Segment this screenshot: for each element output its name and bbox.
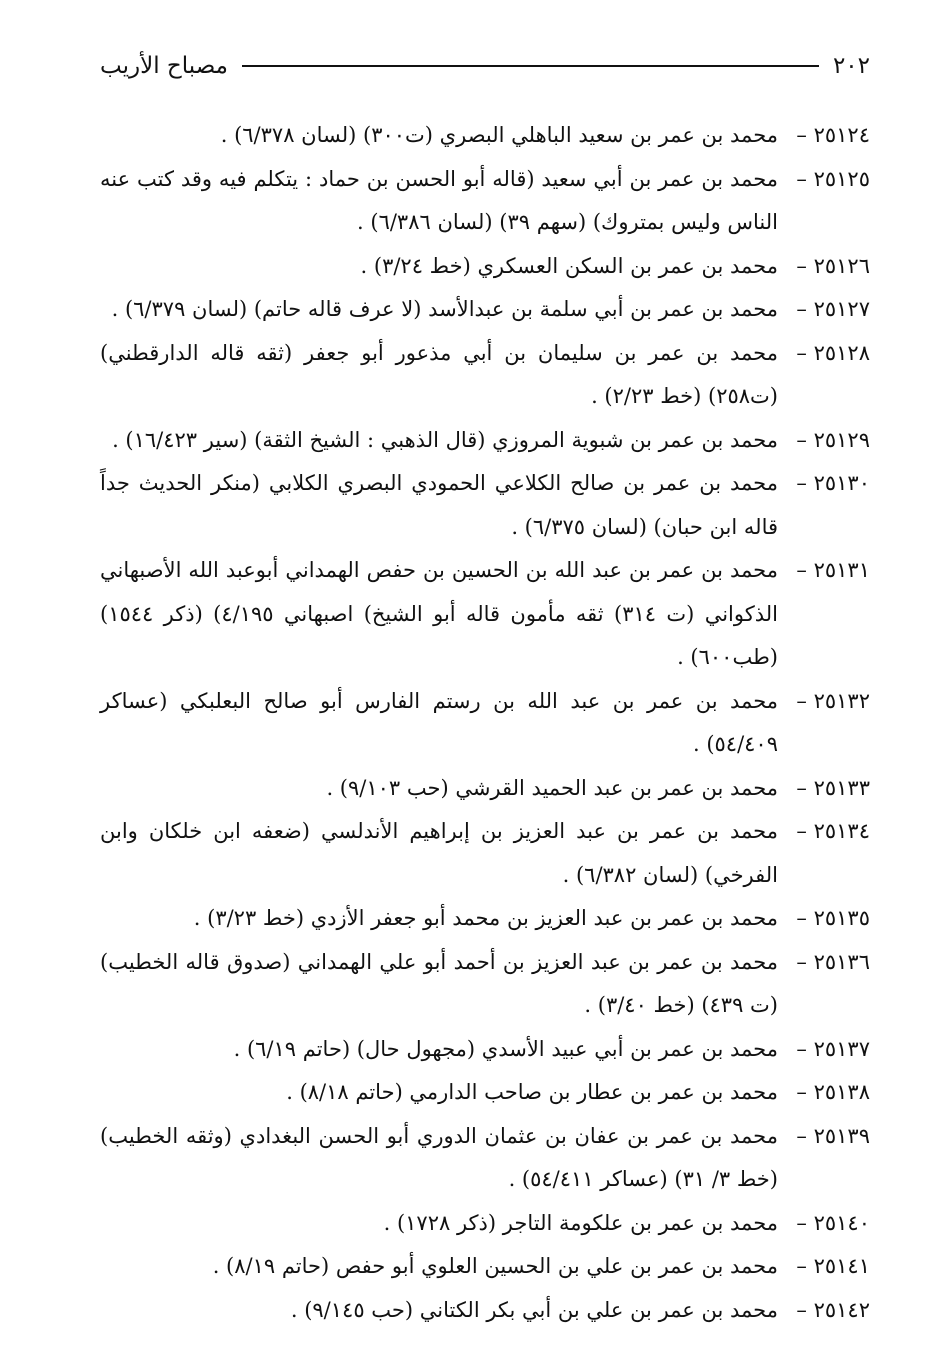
entry-number: ٢٥١٣٧ – — [796, 1036, 870, 1061]
entry-item — [100, 158, 870, 245]
entry-text: محمد بن عمر بن عبد الله بن رستم الفارس أبو صالح البعلبكي (عساكر ٥٤/٤٠٩) . — [100, 688, 778, 756]
entry-item — [100, 680, 870, 767]
entry-number: ٢٥١٣٤ – — [796, 819, 870, 843]
entry-number: ٢٥١٤٢ – — [796, 1297, 870, 1322]
entry-item — [100, 288, 870, 332]
entry-number: ٢٥١٣٠ – — [796, 471, 870, 495]
entry-number: ٢٥١٢٧ – — [796, 297, 870, 321]
entry-number: ٢٥١٣٩ – — [796, 1123, 870, 1148]
entry-item — [100, 1202, 870, 1246]
entry-text: محمد بن عمر بن عبد الحميد القرشي (حب ٩/١٠٣) . — [326, 775, 778, 800]
entry-number: ٢٥١٤٠ – — [796, 1210, 870, 1235]
entry-number: ٢٥١٢٩ – — [796, 427, 870, 452]
entry-item — [100, 462, 870, 549]
entry-text: محمد بن عمر بن علكومة التاجر (ذكر ١٧٢٨) . — [383, 1210, 778, 1235]
entry-item — [100, 1115, 870, 1202]
entry-item — [100, 549, 870, 680]
entry-number: ٢٥١٢٦ – — [796, 253, 870, 278]
entry-text: محمد بن عمر بن أبي سلمة بن عبدالأسد (لا عرف قاله حاتم) (لسان ٦/٣٧٩) . — [111, 297, 778, 321]
entry-text: محمد بن عمر بن عفان بن عثمان الدوري أبو الحسن البغدادي (وثقه الخطيب) (خط ٣/ ٣١) (عساكر ٥٤/٤١١) . — [100, 1123, 778, 1191]
entry-text: محمد بن عمر بن سليمان بن أبي مذعور أبو جعفر (ثقه قاله الدارقطني) (ت٢٥٨) (خط ٢/٢٣) . — [100, 340, 778, 408]
header-rule — [242, 65, 819, 67]
entry-number: ٢٥١٣٨ – — [796, 1080, 870, 1104]
entry-text: محمد بن عمر بن السكن العسكري (خط ٣/٢٤) . — [360, 253, 778, 278]
entry-number: ٢٥١٢٥ – — [796, 166, 870, 191]
entry-item — [100, 114, 870, 158]
entry-item — [100, 1245, 870, 1289]
page-number: ٢٠٢ — [832, 53, 870, 79]
entry-text: محمد بن عمر بن عبد العزيز بن أحمد أبو علي الهمداني (صدوق قاله الخطيب) (ت ٤٣٩) (خط ٣/٤٠) . — [100, 949, 778, 1017]
entry-number: ٢٥١٣١ – — [796, 558, 870, 582]
entry-item — [100, 1071, 870, 1115]
entry-number: ٢٥١٣٥ – — [796, 906, 870, 930]
entry-list — [100, 114, 870, 1332]
entry-number: ٢٥١٤١ – — [796, 1254, 870, 1278]
entry-number: ٢٥١٣٣ – — [796, 775, 870, 800]
entry-item — [100, 245, 870, 289]
entry-number: ٢٥١٢٨ – — [796, 340, 870, 365]
entry-text: محمد بن عمر بن أبي سعيد (قاله أبو الحسن بن حماد : يتكلم فيه وقد كتب عنه الناس وليس بمتروك) (سهم ٣٩) (لسان ٦/٣٨٦) . — [100, 166, 778, 234]
entry-item — [100, 419, 870, 463]
page-header — [100, 46, 870, 86]
entry-item — [100, 897, 870, 941]
entry-text: محمد بن عمر بن شبوية المروزي (قال الذهبي : الشيخ الثقة) (سير ١٦/٤٢٣) . — [112, 427, 778, 452]
entry-item — [100, 332, 870, 419]
entry-text: محمد بن عمر بن سعيد الباهلي البصري (ت٣٠٠) (لسان ٦/٣٧٨) . — [220, 123, 778, 147]
entry-text: محمد بن عمر بن عبد الله بن الحسين بن حفص الهمداني أبوعبد الله الأصبهاني الذكواني (ت ٣١٤) ثقه مأمون قاله أبو الشيخ) اصبهاني ٤/١٩٥) (ذكر ١٥٤٤) (طب٦٠٠) . — [100, 558, 778, 669]
entry-item — [100, 1289, 870, 1333]
entry-text: محمد بن عمر بن عبد العزيز بن إبراهيم الأندلسي (ضعفه ابن خلكان وابن الفرخي) (لسان ٦/٣٨٢) . — [100, 819, 778, 887]
entry-number: ٢٥١٣٦ – — [796, 949, 870, 974]
entry-item — [100, 767, 870, 811]
book-title: مصباح الأريب — [100, 53, 228, 79]
entry-text: محمد بن عمر بن أبي عبيد الأسدي (مجهول حال) (حاتم ٦/١٩) . — [233, 1036, 778, 1061]
entry-text: محمد بن عمر بن صالح الكلاعي الحمودي البصري الكلابي (منكر الحديث جداً قاله ابن حبان) (لسان ٦/٣٧٥) . — [100, 471, 778, 539]
entry-text: محمد بن عمر بن علي بن الحسين العلوي أبو حفص (حاتم ٨/١٩) . — [212, 1254, 778, 1278]
entry-item — [100, 1028, 870, 1072]
entry-number: ٢٥١٢٤ – — [796, 123, 870, 147]
entry-number: ٢٥١٣٢ – — [796, 688, 870, 713]
entry-text: محمد بن عمر بن علي بن أبي بكر الكتاني (حب ٩/١٤٥) . — [290, 1297, 778, 1322]
entry-item — [100, 941, 870, 1028]
entry-text: محمد بن عمر بن عبد العزيز بن محمد أبو جعفر الأزدي (خط ٣/٢٣) . — [193, 906, 778, 930]
entry-item — [100, 810, 870, 897]
entry-text: محمد بن عمر بن عطار بن صاحب الدارمي (حاتم ٨/١٨) . — [286, 1080, 778, 1104]
